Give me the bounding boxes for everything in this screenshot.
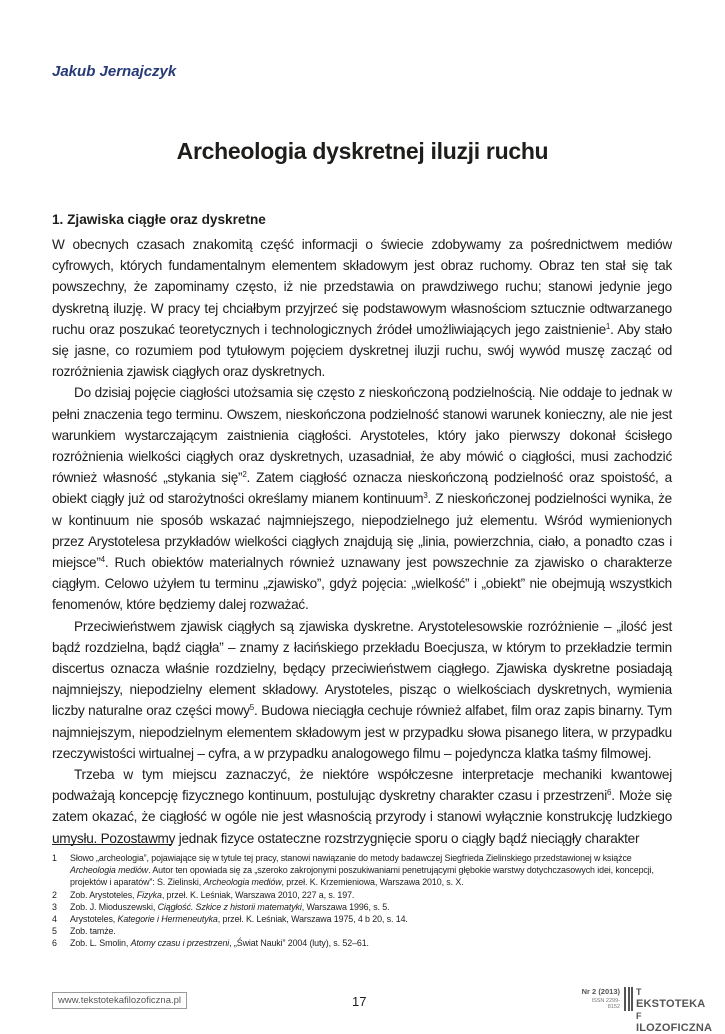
paragraph-1: W obecnych czasach znakomitą część informacji o świecie zdobywamy za pośrednictwem mediów cyfrowych, których fundamentalnym elementem składowym jest obraz ruchomy. Obraz ten stał się tak powszechny, że zapominamy często, iż nie przedstawia on prawdziwego ruchu; stanowi jedynie jego dyskretną iluzję. W pracy tej chciałbym przyjrzeć się podstawowym własnościom sztucznie odtwarzanego ruchu oraz poszukać teoretycznych i technologicznych źródeł umożliwiających jego zaistnienie$^1$. Aby stało się jasne, co rozumiem pod tytułowym pojęciem dyskretnej iluzji ruchu, swój wywód muszę zacząć od rozróżnienia zjawisk ciągłych oraz dyskretnych. bbox=[52, 237, 673, 380]
journal-logo-bars bbox=[624, 987, 633, 1011]
footnote-6: 6 Zob. L. Smolin, Atomy czasu i przestrzeni, „Świat Nauki” 2004 (luty), s. 52–61. bbox=[52, 938, 369, 949]
journal-logo: T EKSTOTEKA F ILOZOFICZNA bbox=[636, 987, 713, 1034]
section-heading: 1. Zjawiska ciągłe oraz dyskretne bbox=[52, 212, 266, 227]
footnote-1: 1 Słowo „archeologia”, pojawiające się w tytule tej pracy, stanowi nawiązanie do metody badawczej Siegfrieda Zielinskiego przedstawionej w książce Archeologia mediów. Autor ten opowiada się za „szeroko zakrojonymi poszukiwaniami penetrującymi głębokie warstwy dotychczasowych idei, koncepcji, projektów i aparatów”: S. Zielinski, Archeologia mediów, przeł. K. Krzemieniowa, Warszawa 2010, s. X. bbox=[52, 853, 654, 888]
footnote-4: 4 Arystoteles, Kategorie i Hermeneutyka, przeł. K. Leśniak, Warszawa 1975, 4 b 20, s. 14. bbox=[52, 914, 408, 925]
author-name: Jakub Jernajczyk bbox=[52, 63, 177, 80]
footnote-3: 3 Zob. J. Mioduszewski, Ciągłość. Szkice z historii matematyki, Warszawa 1996, s. 5. bbox=[52, 901, 390, 912]
article-title: Archeologia dyskretnej iluzji ruchu bbox=[176, 138, 549, 164]
footnotes-list bbox=[52, 852, 674, 950]
footer-website-link[interactable]: www.tekstotekafilozoficzna.pl bbox=[52, 992, 187, 1009]
footnote-ref-6[interactable]: 6 bbox=[607, 788, 612, 798]
footnote-ref-4[interactable]: 4 bbox=[100, 555, 105, 565]
page-number: 17 bbox=[352, 994, 367, 1009]
journal-issue-info bbox=[580, 987, 620, 1010]
footnote-ref-1[interactable]: 1 bbox=[605, 321, 611, 331]
footnote-2: 2 Zob. Arystoteles, Fizyka, przeł. K. Leśniak, Warszawa 2010, 227 a, s. 197. bbox=[52, 889, 355, 900]
footnote-ref-5[interactable]: 5 bbox=[249, 703, 254, 713]
journal-issn: ISSN 2299-8152 bbox=[591, 998, 620, 1010]
footnote-divider bbox=[52, 844, 172, 845]
footnote-5: 5 Zob. tamże. bbox=[52, 926, 116, 937]
paragraph-3: Przeciwieństwem zjawisk ciągłych są zjawiska dyskretne. Arystotelesowskie rozróżnienie – „ilość jest bądź rozdzielna, bądź ciągła” – znamy z łacińskiego przekładu Boecjusza, w którym to przekładzie termin discertus oznacza właśnie rozdzielny, będący przeciwieństwem ciągłego. Zjawiska dyskretne posiadają najmniejszy, niepodzielny element składowy. Arystoteles, pisząc o wielkościach dyskretnych, wymienia liczby naturalne oraz części mowy$^5$. Budowa nieciągła cechuje również alfabet, film oraz zapis binarny. Tym najmniejszym, niepodzielnym elementem składowym jest w przypadku słowa pisanego litera, w przypadku rzeczywistości wirtualnej – cyfra, a w przypadku analogowego filmu – pojedyncza klatka taśmy filmowej. bbox=[52, 618, 672, 761]
journal-issue: Nr 2 (2013) bbox=[581, 987, 620, 996]
footnote-ref-2[interactable]: 2 bbox=[242, 470, 247, 480]
footnote-ref-3[interactable]: 3 bbox=[423, 491, 428, 501]
paragraph-4: Trzeba w tym miejscu zaznaczyć, że niektóre współczesne interpretacje mechaniki kwantowej podważają koncepcję fizycznego kontinuum, postulując dyskretny charakter czasu i przestrzeni$^6$. Może się zatem okazać, że ciągłość w ogóle nie jest własnością przyrody i stanowi wyłącznie konstrukcję ludzkiego umysłu. Pozostawmy jednak fizyce ostateczne rozstrzygnięcie sporu o ciągły bądź nieciągły charakter bbox=[52, 767, 673, 846]
paragraph-2: Do dzisiaj pojęcie ciągłości utożsamia się często z nieskończoną podzielnością. Nie oddaje to jednak w pełni znaczenia tego terminu. Owszem, nieskończona podzielność stanowi warunek konieczny, ale nie jest warunkiem wystarczającym zaistnienia ciągłości. Arystoteles, który jako pierwszy dokonał ścisłego rozróżnienia wielkości ciągłych oraz dyskretnych, uzasadniał, że aby mówić o ciągłości, musi zachodzić również własność „stykania się”$^2$. Zatem ciągłość oznacza nieskończoną podzielność oraz spoistość, a obiekt ciągły już od starożytności określamy mianem kontinuum$^3$. Z nieskończonej podzielności wynika, że w kontinuum nie sposób wskazać najmniejszego, niepodzielnego już elementu. Wśród wymienionych przez Arystotelesa przykładów wielkości ciągłych znajdują się „linia, powierzchnia, ciało, a ponadto czas i miejsce”$^4$. Ruch obiektów materialnych również uznawany jest powszechnie za zjawisko o charakterze ciągłym. Celowo użyłem tu terminu „zjawisko”, gdyż pojęcia: „wielkość” i „obiekt” nie obejmują wszystkich fenomenów, które będziemy dalej rozważać. bbox=[52, 385, 672, 613]
article-body bbox=[52, 234, 672, 849]
